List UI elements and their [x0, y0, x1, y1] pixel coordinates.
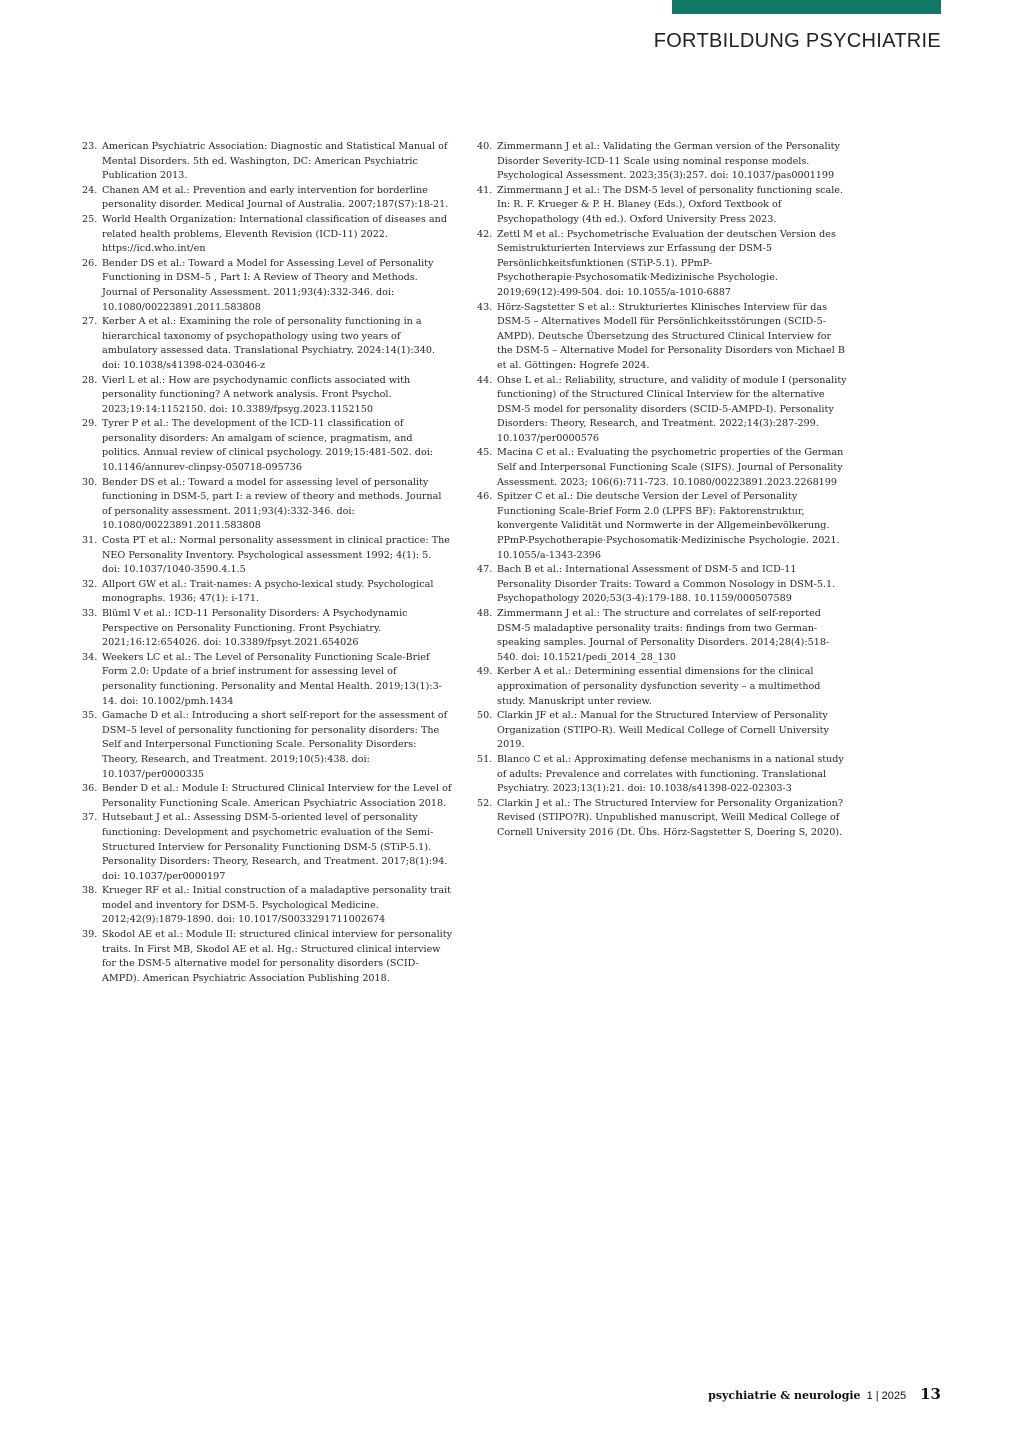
reference-number: 35. [82, 710, 98, 722]
reference-item [82, 374, 452, 418]
references-left-column [82, 140, 452, 986]
reference-text: Allport GW et al.: Trait-names: A psycho-lexical study. Psychological monographs. 1936; 47(1): i-171. [102, 578, 434, 605]
reference-item [82, 607, 452, 651]
reference-number: 47. [477, 564, 493, 576]
reference-item [82, 417, 452, 475]
reference-item [82, 578, 452, 607]
reference-text: World Health Organization: International classification of diseases and related health problems, Eleventh Revision (ICD-11) 2022. https://icd.who.int/en [102, 213, 447, 255]
reference-number: 25. [82, 213, 98, 225]
reference-text: Tyrer P et al.: The development of the ICD-11 classification of personality disorders: An amalgam of science, pragmatism, and politics. Annual review of clinical psychology. 2019;15:481-502. doi: 10.1146/annurev-clinpsy-050718-095736 [102, 418, 434, 474]
reference-number: 40. [477, 141, 493, 152]
reference-number: 30. [82, 476, 98, 488]
reference-number: 50. [477, 710, 493, 722]
page-footer [708, 1385, 941, 1403]
reference-text: Zimmermann J et al.: The structure and correlates of self-reported DSM-5 maladaptive personality traits: findings from two German-speaking samples. Journal of Personality Disorders. 2014;28(4):518-540. doi: 10.1521/pedi_2014_28_130 [497, 608, 830, 663]
reference-number: 51. [477, 753, 493, 765]
reference-text: Zettl M et al.: Psychometrische Evaluation der deutschen Version des Semistrukturierten Interviews zur Erfassung der DSM-5 Persönlichkeitsfunktionen (STiP-5.1). PPmP-Psychotherapie·Psychosomatik·Medizinische Psychologie. 2019;69(12):499-504. doi: 10.1055/a-1010-6887 [497, 228, 836, 298]
reference-item [82, 184, 452, 213]
reference-text: Ohse L et al.: Reliability, structure, and validity of module I (personality functioning) of the Structured Clinical Interview for the alternative DSM-5 model for personality disorders (SCID-5-AMPD-I). Personality Disorders: Theory, Research, and Treatment. 2022;14(3):287-299. 10.1037/per0000576 [497, 374, 847, 444]
reference-number: 44. [477, 374, 493, 386]
reference-item [477, 563, 847, 607]
reference-text: Bach B et al.: International Assessment of DSM-5 and ICD-11 Personality Disorder Traits: Toward a Common Nosology in DSM-5.1. Psychopathology 2020;53(3-4):179-188. 10.1159/000507589 [497, 564, 836, 605]
reference-item [477, 446, 847, 490]
reference-text: Weekers LC et al.: The Level of Personality Functioning Scale-Brief Form 2.0: Update of a brief instrument for assessing level of personality functioning. Personality and Mental Health. 2019;13(1):3-14. doi: 10.1002/pmh.1434 [102, 651, 442, 707]
reference-item [82, 884, 452, 928]
reference-number: 37. [82, 812, 98, 824]
reference-text: Kerber A et al.: Determining essential dimensions for the clinical approximation of personality dysfunction severity – a multimethod study. Manuskript unter review. [497, 666, 821, 707]
reference-number: 24. [82, 184, 98, 196]
reference-item [477, 607, 847, 665]
reference-text: Bender DS et al.: Toward a Model for Assessing Level of Personality Functioning in DSM–5 , Part I: A Review of Theory and Methods. Journal of Personality Assessment. 2011;93(4):332-346. doi: 10.1080/00223891.2011.583808 [102, 257, 434, 313]
reference-text: Zimmermann J et al.: The DSM-5 level of personality functioning scale. In: R. F. Krueger & P. H. Blaney (Eds.), Oxford Textbook of Psychopathology (4th ed.). Oxford University Press 2023. [497, 184, 844, 225]
reference-number: 27. [82, 316, 98, 328]
reference-number: 23. [82, 141, 98, 152]
reference-item [82, 476, 452, 534]
reference-text: Blanco C et al.: Approximating defense mechanisms in a national study of adults: Prevalence and correlates with functioning. Translational Psychiatry. 2023;13(1):21. doi: 10.1038/s41398-022-02303-3 [497, 753, 844, 795]
reference-text: Blüml V et al.: ICD-11 Personality Disorders: A Psychodynamic Perspective on Personality Functioning. Front Psychiatry. 2021;16:12:654026. doi: 10.3389/fpsyt.2021.654026 [102, 608, 408, 649]
reference-item [477, 709, 847, 753]
reference-number: 36. [82, 783, 98, 795]
reference-number: 31. [82, 535, 98, 547]
header-accent-bar [672, 0, 941, 14]
reference-text: Gamache D et al.: Introducing a short self-report for the assessment of DSM–5 level of personality functioning for personality disorders: The Self and Interpersonal Functioning Scale. Personality Disorders: Theory, Research, and Treatment. 2019;10(5):438. doi: 10.1037/per0000335 [102, 710, 448, 780]
reference-number: 42. [477, 228, 493, 240]
reference-text: Skodol AE et al.: Module II: structured clinical interview for personality traits. In First MB, Skodol AE et al. Hg.: Structured clinical interview for the DSM-5 alternative model for personality disorders (SCID-AMPD). American Psychiatric Association Publishing 2018. [102, 929, 452, 984]
reference-item [82, 534, 452, 578]
reference-text: Spitzer C et al.: Die deutsche Version der Level of Personality Functioning Scale-Brief Form 2.0 (LPFS BF): Faktorenstruktur, konvergente Validität und Normwerte in der Allgemeinbevölkerung. PPmP-Psychotherapie·Psychosomatik·Medizinische Psychologie. 2021. 10.1055/a-1343-2396 [497, 491, 840, 561]
reference-item [82, 811, 452, 884]
issue-number: 1 | 2025 [866, 1390, 907, 1402]
reference-text: Bender DS et al.: Toward a model for assessing level of personality functioning in DSM-5, part I: a review of theory and methods. Journal of personality assessment. 2011;93(4):332-346. doi: 10.1080/00223891.2011.583808 [102, 476, 442, 532]
reference-item [82, 928, 452, 986]
reference-item [82, 140, 452, 184]
references-right-column [477, 140, 847, 841]
reference-text: Krueger RF et al.: Initial construction of a maladaptive personality trait model and inventory for DSM-5. Psychological Medicine. 2012;42(9):1879-1890. doi: 10.1017/S0033291711002674 [102, 885, 452, 926]
reference-text: American Psychiatric Association: Diagnostic and Statistical Manual of Mental Disorders. 5th ed. Washington, DC: American Psychiatric Publication 2013. [102, 141, 448, 182]
reference-number: 38. [82, 885, 98, 897]
reference-number: 45. [477, 447, 493, 459]
reference-item [477, 228, 847, 301]
reference-item [82, 213, 452, 257]
reference-number: 52. [477, 797, 493, 809]
reference-number: 41. [477, 184, 493, 196]
reference-text: Hörz-Sagstetter S et al.: Strukturiertes Klinisches Interview für das DSM-5 – Alternatives Modell für Persönlichkeitsstörungen (SCID-5-AMPD). Deutsche Übersetzung des Structured Clinical Interview for the DSM-5 – Alternative Model for Personality Disorders von Michael B et al. Göttingen: Hogrefe 2024. [497, 301, 845, 371]
reference-text: Hutsebaut J et al.: Assessing DSM-5-oriented level of personality functioning: Development and psychometric evaluation of the Semi-Structured Interview for Personality Functioning DSM-5 (STiP-5.1). Personality Disorders: Theory, Research, and Treatment. 2017;8(1):94. doi: 10.1037/per0000197 [102, 812, 448, 882]
reference-text: Zimmermann J et al.: Validating the German version of the Personality Disorder Severity-ICD-11 Scale using nominal response models. Psychological Assessment. 2023;35(3):257. doi: 10.1037/pas0001199 [497, 141, 840, 182]
reference-item [82, 315, 452, 373]
reference-item [82, 257, 452, 315]
reference-text: Kerber A et al.: Examining the role of personality functioning in a hierarchical taxonomy of psychopathology using two years of ambulatory assessed data. Translational Psychiatry. 2024:14(1):340. doi: 10.1038/s41398-024-03046-z [102, 316, 436, 371]
reference-number: 32. [82, 578, 98, 590]
reference-text: Vierl L et al.: How are psychodynamic conflicts associated with personality functioning? A network analysis. Front Psychol. 2023;19:14:1152150. doi: 10.3389/fpsyg.2023.1152150 [102, 374, 411, 415]
reference-item [477, 797, 847, 841]
reference-number: 29. [82, 418, 98, 430]
reference-number: 48. [477, 608, 493, 619]
reference-item [477, 753, 847, 797]
reference-item [477, 374, 847, 447]
reference-number: 34. [82, 651, 98, 663]
reference-number: 39. [82, 929, 98, 941]
reference-text: Bender D et al.: Module I: Structured Clinical Interview for the Level of Personality Functioning Scale. American Psychiatric Association 2018. [102, 783, 452, 809]
reference-text: Chanen AM et al.: Prevention and early intervention for borderline personality disorder. Medical Journal of Australia. 2007;187(S7):18-21. [102, 184, 449, 211]
reference-item [82, 782, 452, 811]
page-number: 13 [920, 1385, 941, 1403]
reference-number: 28. [82, 374, 98, 386]
reference-number: 26. [82, 257, 98, 269]
reference-text: Macina C et al.: Evaluating the psychometric properties of the German Self and Interpersonal Functioning Scale (SIFS). Journal of Personality Assessment. 2023; 106(6):711-723. 10.1080/00223891.2023.2268199 [497, 447, 844, 488]
reference-item [477, 140, 847, 184]
section-title: FORTBILDUNG PSYCHIATRIE [653, 30, 941, 52]
reference-number: 33. [82, 608, 98, 619]
reference-item [477, 490, 847, 563]
reference-item [477, 665, 847, 709]
reference-number: 49. [477, 666, 493, 678]
reference-item [477, 184, 847, 228]
reference-item [477, 301, 847, 374]
reference-item [82, 651, 452, 709]
reference-number: 46. [477, 491, 493, 503]
reference-text: Clarkin JF et al.: Manual for the Structured Interview of Personality Organization (STIPO-R). Weill Medical College of Cornell University 2019. [497, 710, 829, 751]
reference-text: Clarkin J et al.: The Structured Interview for Personality Organization?Revised (STIPO?R). Unpublished manuscript, Weill Medical College of Cornell University 2016 (Dt. Übs. Hörz-Sagstetter S, Doering S, 2020). [497, 797, 843, 838]
reference-number: 43. [477, 301, 493, 313]
journal-name: psychiatrie & neurologie [708, 1389, 861, 1402]
reference-item [82, 709, 452, 782]
reference-text: Costa PT et al.: Normal personality assessment in clinical practice: The NEO Personality Inventory. Psychological assessment 1992; 4(1): 5. doi: 10.1037/1040-3590.4.1.5 [102, 535, 450, 576]
